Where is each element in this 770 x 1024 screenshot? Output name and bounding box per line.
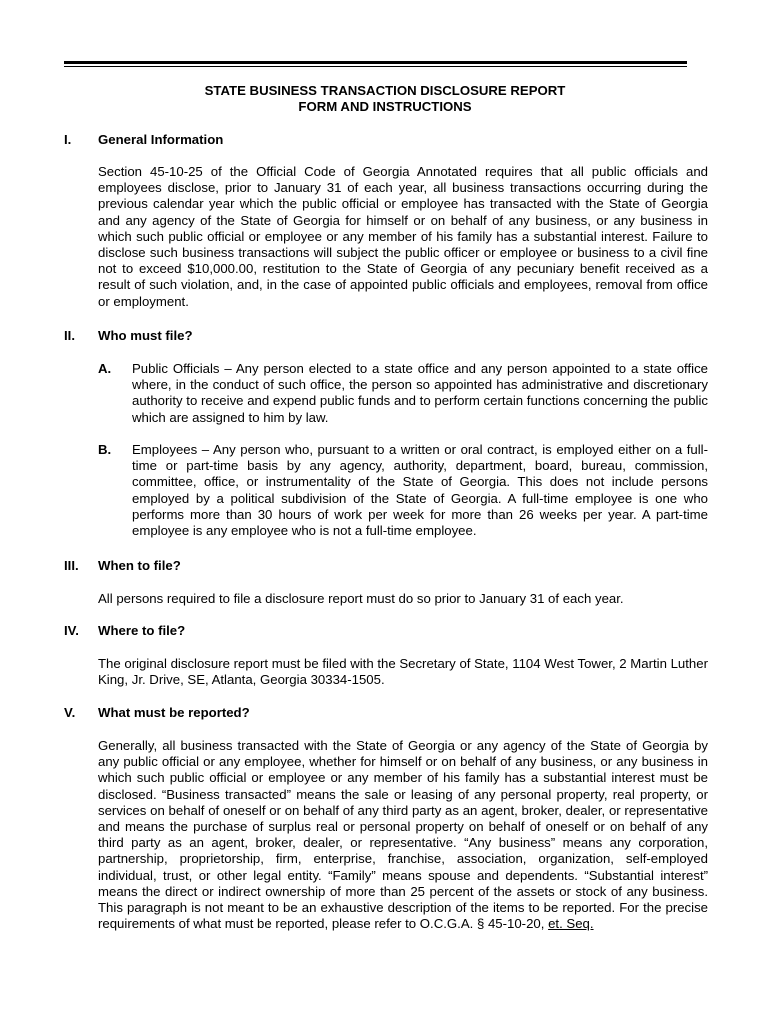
section-2-item-b bbox=[98, 442, 708, 539]
section-3-heading bbox=[64, 558, 181, 574]
section-4-heading bbox=[64, 623, 185, 639]
item-a-label: A. bbox=[98, 361, 112, 376]
section-2-title: Who must file? bbox=[98, 328, 193, 343]
et-seq-reference: et. Seq. bbox=[548, 916, 594, 932]
title-line-1: STATE BUSINESS TRANSACTION DISCLOSURE REPORT bbox=[204, 83, 566, 98]
section-5-number: V. bbox=[64, 705, 76, 720]
section-4-body: The original disclosure report must be filed with the Secretary of State, 1104 West Tower, 2 Martin Luther King, Jr. Drive, SE, Atlanta, Georgia 30334-1505. bbox=[98, 656, 708, 688]
section-1-number: I. bbox=[64, 132, 72, 147]
section-3-body: All persons required to file a disclosure report must do so prior to January 31 of each year. bbox=[98, 591, 624, 606]
item-a-text: Public Officials – Any person elected to a state office and any person appointed to a state office where, in the conduct of such office, the person so appointed has administrative and discretionary authority to receive and expend public funds and to perform certain functions concerning the public which are assigned to him by law. bbox=[132, 361, 708, 425]
section-5-body bbox=[98, 738, 708, 932]
section-2-item-a bbox=[98, 361, 708, 426]
section-5-heading bbox=[64, 705, 250, 721]
title-line-2: FORM AND INSTRUCTIONS bbox=[298, 99, 472, 115]
section-4-number: IV. bbox=[64, 623, 79, 638]
section-5-text: Generally, all business transacted with the State of Georgia or any agency of the State of Georgia by any public official or any employee, whether for himself or on behalf of any business, or any business in which such public official or employee or any member of his family has a substantial interest must be disclosed. “Business transacted” means the sale or leasing of any personal property, real property, or services on behalf of oneself or on behalf of any third party as an agent, broker, dealer, or representative and means the purchase of surplus real or personal property on behalf of oneself or on behalf of any third party as an agent, broker, dealer, or representative. “Any business” means any corporation, partnership, proprietorship, firm, enterprise, franchise, association, organization, self-employed individual, trust, or other legal entity. “Family” means spouse and dependents. “Substantial interest” means the direct or indirect ownership of more than 25 percent of the assets or stock of any business. This paragraph is not meant to be an exhaustive description of the items to be reported. For the precise requirements of what must be reported, please refer to O.C.G.A. § 45-10-20, bbox=[98, 738, 708, 932]
section-1-heading bbox=[64, 132, 223, 148]
item-b-text: Employees – Any person who, pursuant to a written or oral contract, is employed either on a full-time or part-time basis by any agency, authority, department, board, bureau, commission, committee, office, or instrumentality of the State of Georgia. This does not include persons employed by a political subdivision of the State of Georgia. A full-time employee is one who performs more than 30 hours of work per week for more than 26 weeks per year. A part-time employee is any employee who is not a full-time employee. bbox=[132, 442, 708, 539]
section-3-title: When to file? bbox=[98, 558, 181, 573]
header-rule-thick bbox=[64, 61, 687, 64]
item-b-label: B. bbox=[98, 442, 112, 457]
header-rule-thin bbox=[64, 66, 687, 67]
section-1-title: General Information bbox=[98, 132, 224, 147]
section-3-number: III. bbox=[64, 558, 79, 573]
section-4-title: Where to file? bbox=[98, 623, 186, 638]
section-2-number: II. bbox=[64, 328, 75, 343]
section-1-body: Section 45-10-25 of the Official Code of Georgia Annotated requires that all public officials and employees disclose, prior to January 31 of each year, all business transactions occurring during the previous calendar year which the public official or employee has transacted with the State of Georgia and any agency of the State of Georgia for himself or on behalf of any business, or any business in which such public official or employee or any member of his family has a substantial interest. Failure to disclose such business transactions will subject the public officer or employee or business to a civil fine not to exceed $10,000.00, restitution to the State of Georgia of any pecuniary benefit received as a result of such violation, and, in the case of appointed public officials and employees, removal from office or employment. bbox=[98, 164, 708, 309]
document-title bbox=[64, 83, 706, 115]
section-2-heading bbox=[64, 328, 193, 344]
section-5-title: What must be reported? bbox=[98, 705, 250, 720]
